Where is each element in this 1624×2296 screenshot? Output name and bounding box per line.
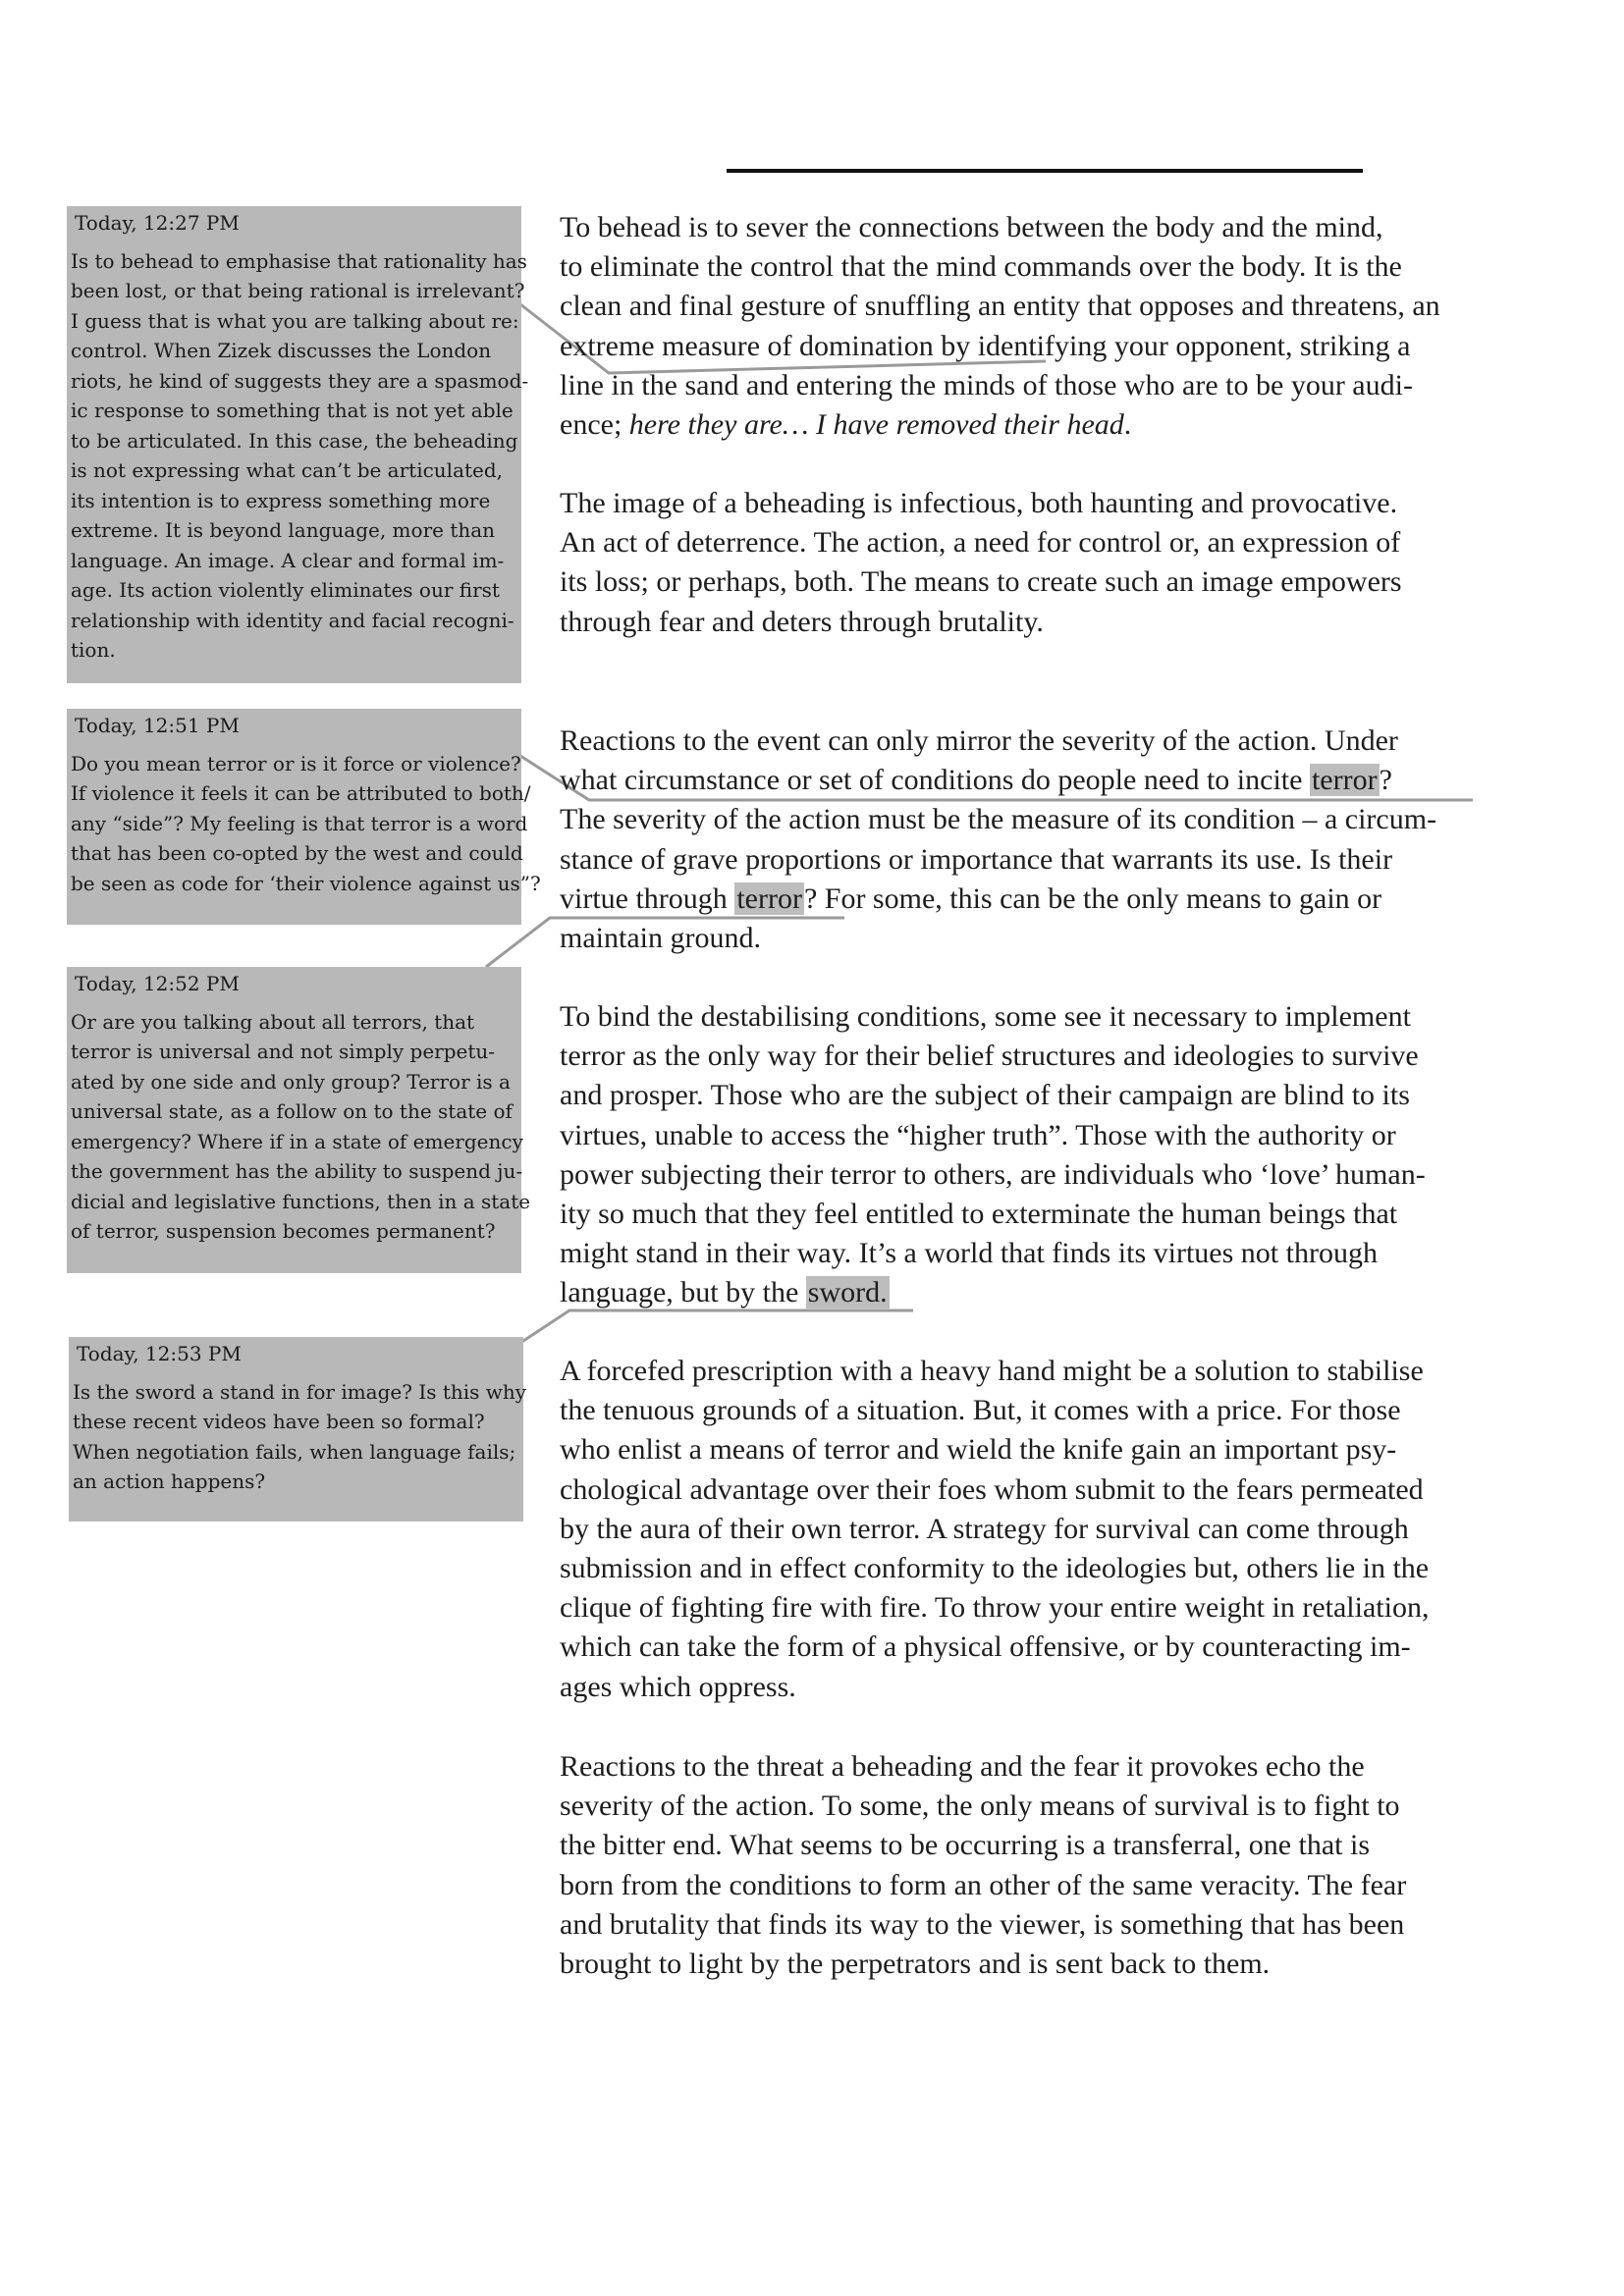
comment-line: universal state, as a follow on to the state of (71, 1099, 513, 1123)
text-line: through fear and deters through brutality. (560, 605, 1044, 638)
text-line: power subjecting their terror to others, are individuals who ‘love’ human- (560, 1157, 1426, 1191)
comment-line: Is the sword a stand in for image? Is this why (73, 1379, 527, 1404)
paragraph-1 (560, 208, 1440, 445)
text-line: maintain ground. (560, 922, 761, 955)
text-line: its loss; or perhaps, both. The means to create such an image empowers (560, 565, 1402, 599)
text-line: A forcefed prescription with a heavy hand might be a solution to stabilise (560, 1355, 1424, 1387)
comment-line: extreme. It is beyond language, more than (71, 518, 496, 542)
paragraph-2 (560, 484, 1402, 642)
comment-line: is not expressing what can’t be articulated, (71, 458, 504, 482)
comment-timestamp: Today, 12:51 PM (75, 714, 240, 737)
text-line: chological advantage over their foes whom submit to the fears permeated (560, 1472, 1424, 1506)
comment-line: its intention is to express something more (71, 488, 491, 512)
comment-box-3 (67, 967, 531, 1273)
comment-line: language. An image. A clear and formal im- (71, 548, 505, 572)
comment-box-2 (67, 709, 541, 925)
comment-line: the government has the ability to suspend ju- (71, 1159, 523, 1183)
text-plain: ? For some, this can be the only means to gain or (803, 881, 1382, 915)
comment-line: an action happens? (73, 1469, 266, 1493)
text-line (560, 405, 1440, 445)
comment-line: to be articulated. In this case, the beheading (71, 428, 518, 453)
text-plain: virtue through (560, 881, 735, 915)
text-line: An act of deterrence. The action, a need for control or, an expression of (560, 526, 1401, 560)
body-text (560, 0, 1551, 2296)
text-line: who enlist a means of terror and wield the knife gain an important psy- (560, 1433, 1397, 1467)
comment-line: Do you mean terror or is it force or violence? (71, 751, 521, 775)
highlighted-word: terror (736, 881, 802, 915)
comment-timestamp: Today, 12:52 PM (75, 972, 240, 995)
comment-text (73, 1377, 527, 1497)
text-line: and prosper. Those who are the subject of their campaign are blind to its (560, 1079, 1410, 1112)
text-line: by the aura of their own terror. A strategy for survival can come through (560, 1512, 1409, 1545)
text-line: the bitter end. What seems to be occurring is a transferral, one that is (560, 1829, 1370, 1862)
text-plain: . (1123, 408, 1132, 442)
comment-line: If violence it feels it can be attributed to both/ (71, 781, 531, 805)
text-line: clique of fighting fire with fire. To throw your entire weight in retaliation, (560, 1591, 1430, 1625)
highlighted-word: sword. (807, 1276, 888, 1309)
comment-line: Or are you talking about all terrors, that (71, 1009, 475, 1034)
text-line: brought to light by the perpetrators and is sent back to them. (560, 1948, 1271, 1981)
comment-timestamp: Today, 12:53 PM (77, 1342, 242, 1365)
text-line: To bind the destabilising conditions, some see it necessary to implement (560, 1000, 1411, 1033)
comment-line: ic response to something that is not yet able (71, 399, 514, 422)
text-line: born from the conditions to form an other of the same veracity. The fear (560, 1868, 1407, 1901)
text-line: virtues, unable to access the “higher truth”. Those with the authority or (560, 1118, 1396, 1151)
comment-line: age. Its action violently eliminates our first (71, 578, 500, 602)
text-line: To behead is to sever the connections between the body and the mind, (560, 211, 1383, 243)
comment-text (71, 1007, 531, 1247)
comment-line: control. When Zizek discusses the London (71, 339, 492, 362)
comment-line: I guess that is what you are talking about re: (71, 308, 519, 333)
comment-line: any “side”? My feeling is that terror is a word (71, 811, 528, 835)
highlighted-word: terror (1311, 764, 1378, 797)
text-line: The image of a beheading is infectious, both haunting and provocative. (560, 487, 1398, 519)
text-line: line in the sand and entering the minds of those who are to be your audi- (560, 368, 1413, 401)
comment-line: emergency? Where if in a state of emergency (71, 1129, 523, 1153)
text-plain: ? (1379, 764, 1392, 797)
comment-line: been lost, or that being rational is irrelevant? (71, 279, 525, 302)
text-line (560, 1273, 1426, 1312)
text-line (560, 880, 1436, 919)
text-line: The severity of the action must be the measure of its condition – a circum- (560, 803, 1437, 836)
text-line: clean and final gesture of snuffling an entity that opposes and threatens, an (560, 290, 1440, 323)
text-plain: language, but by the (560, 1276, 806, 1309)
text-line: ity so much that they feel entitled to exterminate the human beings that (560, 1198, 1398, 1231)
text-plain: ence; (560, 408, 629, 442)
text-line: submission and in effect conformity to the ideologies but, others lie in the (560, 1552, 1430, 1585)
text-line: stance of grave proportions or importance that warrants its use. Is their (560, 842, 1393, 876)
comment-line: terror is universal and not simply perpetu- (71, 1040, 496, 1063)
comment-text (71, 246, 529, 666)
comment-line: Is to behead to emphasise that rationality has (71, 248, 527, 273)
comment-line: ated by one side and only group? Terror is a (71, 1069, 511, 1094)
text-line: severity of the action. To some, the only means of survival is to fight to (560, 1789, 1400, 1823)
text-line: terror as the only way for their belief structures and ideologies to survive (560, 1040, 1419, 1073)
text-line: and brutality that finds its way to the viewer, is something that has been (560, 1907, 1405, 1941)
paragraph-5 (560, 1352, 1429, 1707)
text-line: Reactions to the threat a beheading and the fear it provokes echo the (560, 1750, 1365, 1783)
comment-line: be seen as code for ‘their violence against us”? (71, 871, 541, 895)
text-line: extreme measure of domination by identifying your opponent, striking a (560, 329, 1411, 362)
comment-timestamp: Today, 12:27 PM (75, 211, 240, 235)
text-line: ages which oppress. (560, 1670, 796, 1703)
comment-line: these recent videos have been so formal? (73, 1410, 485, 1433)
comment-line: that has been co-opted by the west and could (71, 841, 523, 865)
text-line: Reactions to the event can only mirror the severity of the action. Under (560, 724, 1398, 757)
text-italic: here they are… I have removed their head (628, 408, 1124, 442)
comment-box-1 (67, 206, 529, 683)
text-line (560, 761, 1436, 800)
paragraph-4 (560, 997, 1426, 1313)
comment-line: When negotiation fails, when language fails; (73, 1439, 516, 1464)
comment-line: dicial and legislative functions, then in a state (71, 1189, 531, 1213)
text-line: to eliminate the control that the mind commands over the body. It is the (560, 250, 1402, 284)
comment-line: of terror, suspension becomes permanent? (71, 1219, 496, 1243)
paragraph-3 (560, 721, 1436, 958)
comment-box-4 (69, 1337, 527, 1522)
comment-line: riots, he kind of suggests they are a spasmod- (71, 368, 529, 393)
text-plain: what circumstance or set of conditions do people need to incite (560, 764, 1310, 797)
paragraph-6 (560, 1747, 1406, 1984)
comment-line: relationship with identity and facial recogni- (71, 608, 514, 632)
text-line: might stand in their way. It’s a world that finds its virtues not through (560, 1237, 1378, 1270)
text-line: the tenuous grounds of a situation. But, it comes with a price. For those (560, 1394, 1401, 1427)
text-line: which can take the form of a physical offensive, or by counteracting im- (560, 1630, 1411, 1664)
comment-line: tion. (71, 638, 116, 662)
comment-text (71, 749, 541, 899)
